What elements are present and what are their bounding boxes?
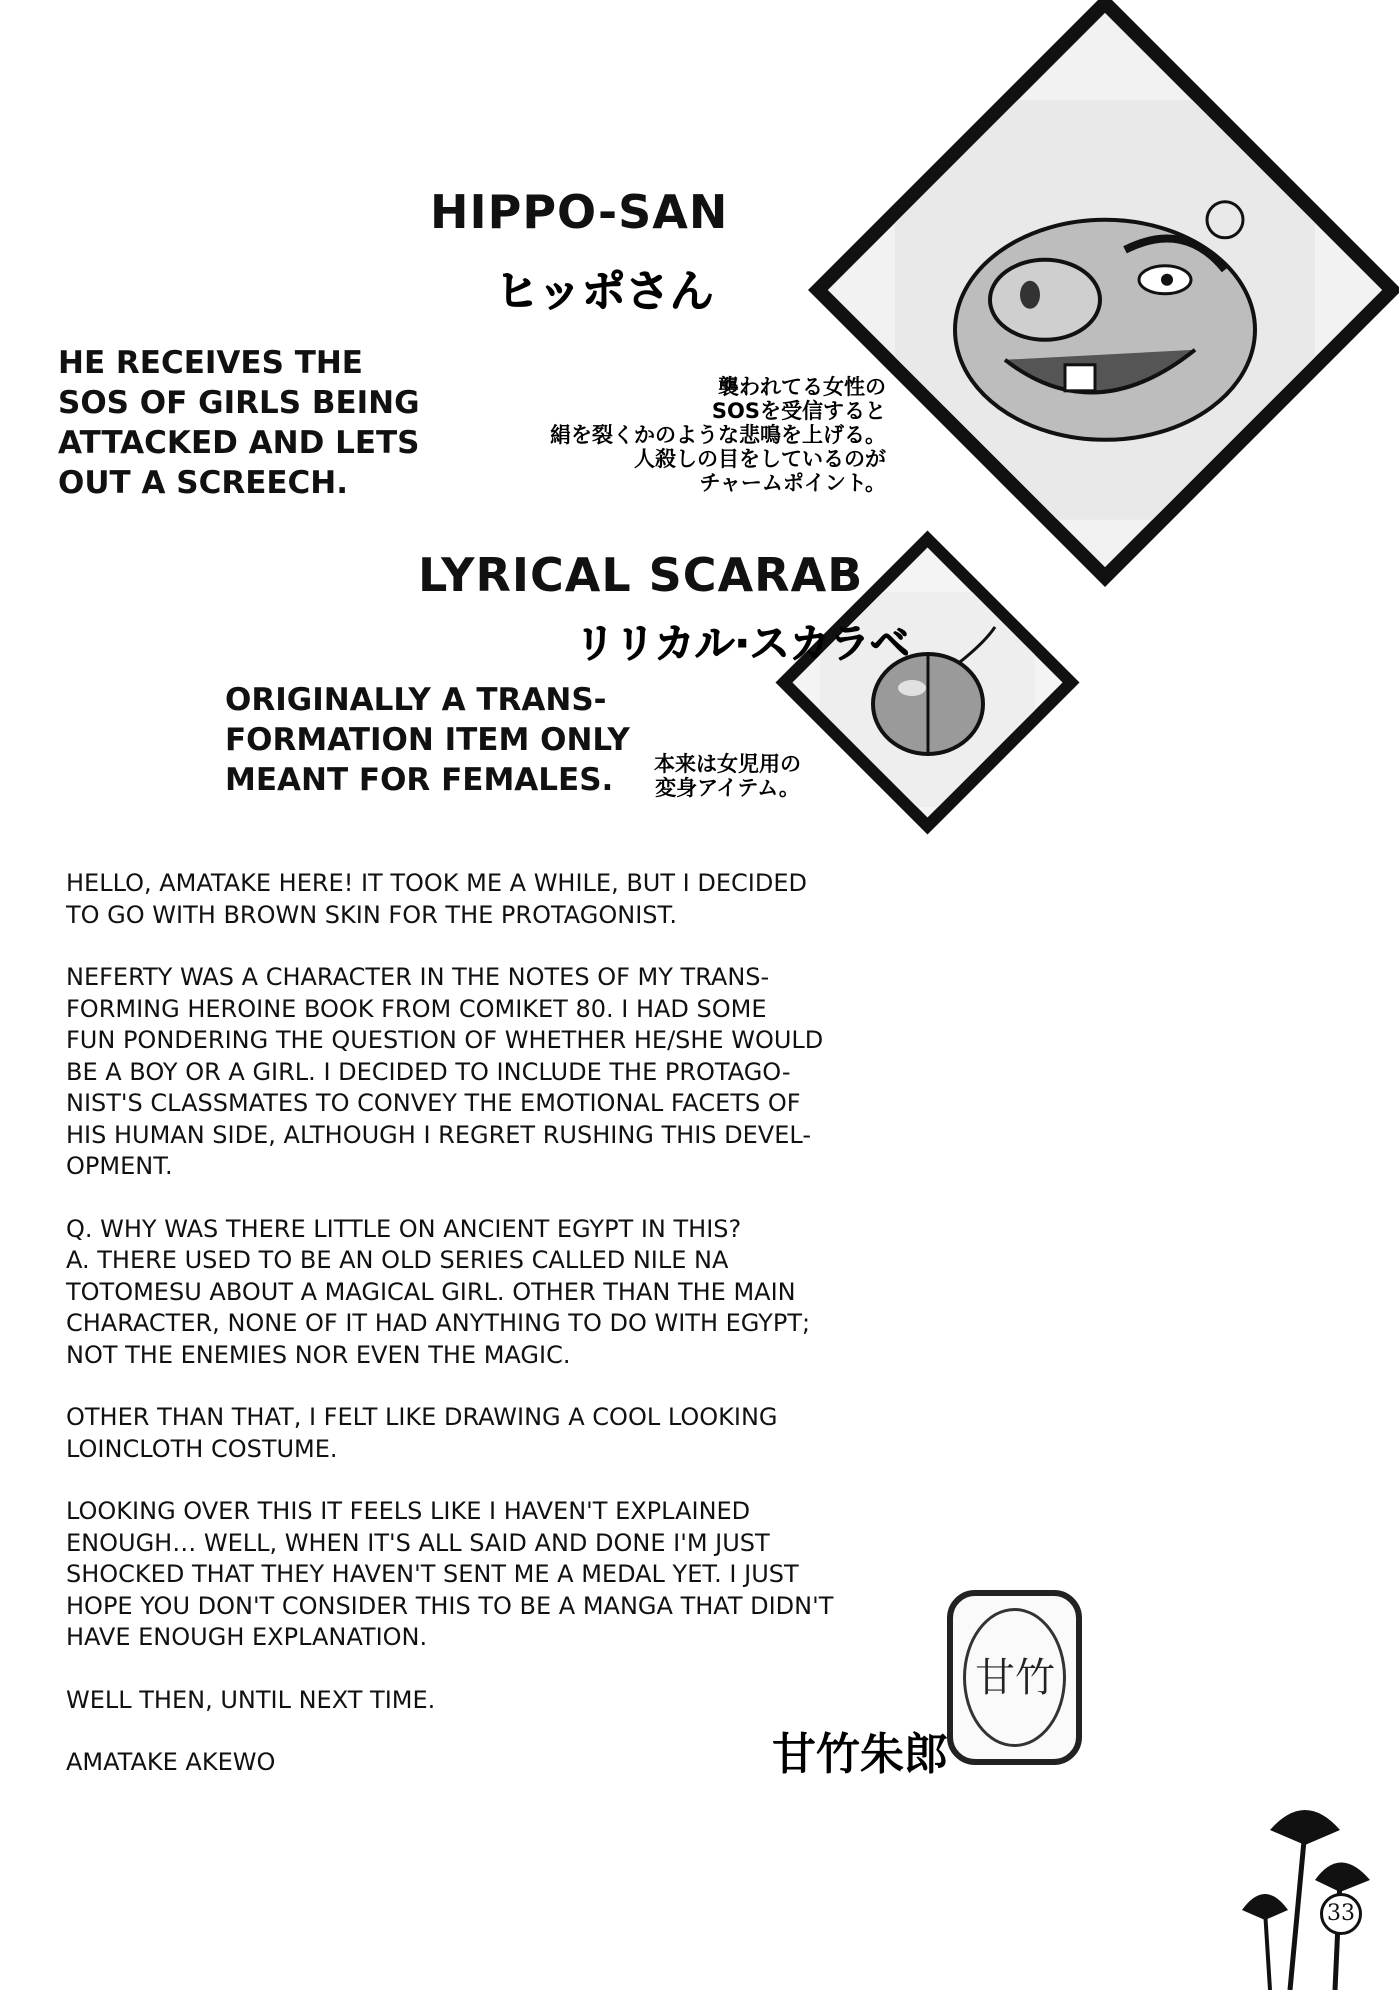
paragraph [66, 1214, 946, 1372]
text-line: A. THERE USED TO BE AN OLD SERIES CALLED NILE NA [66, 1246, 729, 1274]
scarab-title-jp: リリカル·スカラベ [575, 621, 910, 667]
scarab-caption [225, 680, 630, 800]
scarab-caption-line: ORIGINALLY A TRANS- [225, 682, 607, 718]
author-signature: 甘竹朱郎 [772, 1729, 948, 1780]
author-seal [947, 1590, 1082, 1765]
text-line: ENOUGH… WELL, WHEN IT'S ALL SAID AND DONE I'M JUST [66, 1528, 770, 1557]
text-line: TOTOMESU ABOUT A MAGICAL GIRL. OTHER THAN THE MAIN [66, 1277, 796, 1306]
hippo-illustration-panel [808, 0, 1399, 587]
hippo-caption-line: SOS OF GIRLS BEING [58, 385, 420, 421]
text-line: LOOKING OVER THIS IT FEELS LIKE I HAVEN'T EXPLAINED [66, 1497, 751, 1525]
hippo-illustration [895, 100, 1315, 520]
scarab-title: LYRICAL SCARAB [418, 548, 864, 602]
scarab-caption-line: FORMATION ITEM ONLY [225, 722, 630, 758]
text-line: LOINCLOTH COSTUME. [66, 1434, 338, 1463]
text-line: FUN PONDERING THE QUESTION OF WHETHER HE/SHE WOULD [66, 1026, 824, 1054]
afterword-text [66, 868, 946, 1810]
text-line: HOPE YOU DON'T CONSIDER THIS TO BE A MANGA THAT DIDN'T [66, 1591, 834, 1620]
scarab-blurb-line: 本来は女児用の [654, 752, 801, 776]
hippo-caption-line: HE RECEIVES THE [58, 345, 363, 381]
paragraph [66, 868, 946, 931]
text-line: CHARACTER, NONE OF IT HAD ANYTHING TO DO WITH EGYPT; [66, 1309, 811, 1337]
text-line: NIST'S CLASSMATES TO CONVEY THE EMOTIONAL FACETS OF [66, 1089, 801, 1117]
svg-text:甘竹: 甘竹 [975, 1655, 1055, 1701]
text-line: NEFERTY WAS A CHARACTER IN THE NOTES OF MY TRANS- [66, 963, 770, 991]
hippo-blurb-line: 襲われてる女性の [718, 375, 886, 399]
text-line: NOT THE ENEMIES NOR EVEN THE MAGIC. [66, 1340, 571, 1369]
hippo-title: HIPPO-SAN [430, 185, 729, 239]
paragraph [66, 1402, 946, 1465]
text-line: WELL THEN, UNTIL NEXT TIME. [66, 1685, 436, 1714]
text-line: OTHER THAN THAT, I FELT LIKE DRAWING A COOL LOOKING [66, 1403, 778, 1431]
text-line: SHOCKED THAT THEY HAVEN'T SENT ME A MEDAL YET. I JUST [66, 1560, 799, 1588]
text-line: Q. WHY WAS THERE LITTLE ON ANCIENT EGYPT IN THIS? [66, 1214, 742, 1243]
hippo-blurb-line: 絹を裂くかのような悲鳴を上げる。 [550, 423, 886, 447]
author-signoff: AMATAKE AKEWO [66, 1748, 276, 1776]
paragraph [66, 962, 946, 1183]
paragraph [66, 1685, 946, 1717]
text-line: HELLO, AMATAKE HERE! IT TOOK ME A WHILE, BUT I DECIDED [66, 869, 807, 897]
scarab-blurb-jp [654, 752, 801, 800]
hippo-caption-line: ATTACKED AND LETS [58, 425, 420, 461]
hippo-caption-line: OUT A SCREECH. [58, 465, 349, 501]
text-line: TO GO WITH BROWN SKIN FOR THE PROTAGONIST. [66, 900, 677, 929]
hippo-blurb-jp [550, 375, 886, 495]
text-line: HAVE ENOUGH EXPLANATION. [66, 1623, 428, 1651]
hippo-blurb-line: 人殺しの目をしているのが [634, 447, 886, 471]
scarab-caption-line: MEANT FOR FEMALES. [225, 762, 614, 798]
text-line: BE A BOY OR A GIRL. I DECIDED TO INCLUDE THE PROTAGO- [66, 1057, 791, 1086]
hippo-blurb-line: チャームポイント。 [699, 471, 886, 495]
papyrus-decoration-icon [1230, 1790, 1390, 1990]
hippo-caption [58, 343, 420, 503]
hippo-title-jp: ヒッポさん [495, 266, 714, 317]
page-number: 33 [1320, 1893, 1362, 1935]
hippo-blurb-line: SOSを受信すると [711, 399, 886, 423]
scarab-blurb-line: 変身アイテム。 [655, 776, 800, 800]
text-line: HIS HUMAN SIDE, ALTHOUGH I REGRET RUSHING THIS DEVEL- [66, 1120, 811, 1149]
seal-glyph [953, 1596, 1076, 1759]
paragraph [66, 1496, 946, 1654]
text-line: OPMENT. [66, 1152, 173, 1180]
text-line: FORMING HEROINE BOOK FROM COMIKET 80. I HAD SOME [66, 994, 767, 1023]
